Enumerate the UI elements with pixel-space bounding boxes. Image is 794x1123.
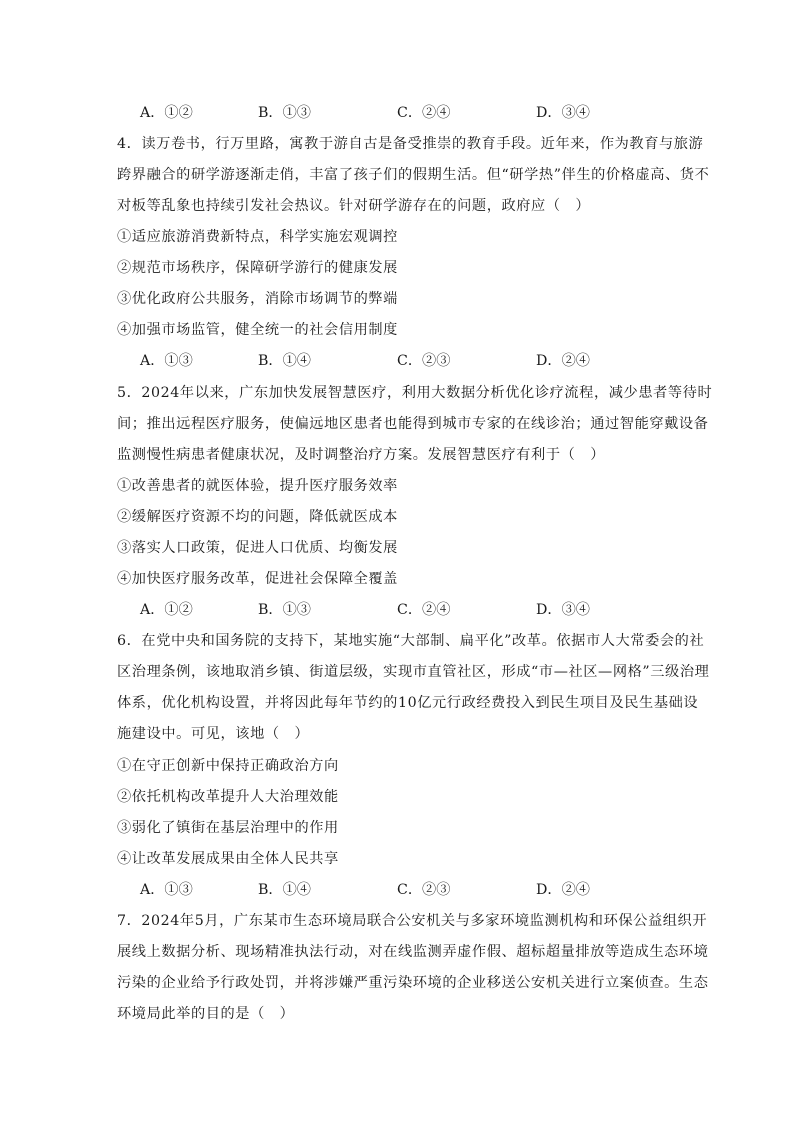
question-6-line: 区治理条例，该地取消乡镇、街道层级，实现市直管社区，形成“市—社区—网格”三级治理 xyxy=(117,664,710,680)
option-b: B．①④ xyxy=(258,882,311,898)
statement-line: ②依托机构改革提升人大治理效能 xyxy=(117,789,339,805)
question-5-line: 间；推出远程医疗服务，使偏远地区患者也能得到城市专家的在线诊治；通过智能穿戴设备 xyxy=(117,416,709,432)
statement-line: ③优化政府公共服务，消除市场调节的弊端 xyxy=(117,291,398,307)
option-c: C．②③ xyxy=(397,882,451,898)
question-7-line: 展线上数据分析、现场精准执法行动，对在线监测弄虚作假、超标超量排放等造成生态环境 xyxy=(117,944,709,960)
question-4-line: 对板等乱象也持续引发社会热议。针对研学游存在的问题，政府应（ ） xyxy=(117,198,591,214)
options-row-q3 xyxy=(140,103,660,123)
options-row-q6 xyxy=(140,880,660,900)
question-4-line: 跨界融合的研学游逐渐走俏，丰富了孩子们的假期生活。但“研学热”伴生的价格虚高、货不 xyxy=(117,167,710,183)
question-5-line: 监测慢性病患者健康状况，及时调整治疗方案。发展智慧医疗有利于（ ） xyxy=(117,447,605,463)
option-a: A．①② xyxy=(140,105,193,121)
option-b: B．①③ xyxy=(258,602,311,618)
statement-line: ④让改革发展成果由全体人民共享 xyxy=(117,851,339,867)
options-row-q4 xyxy=(140,351,660,371)
question-7-line: 污染的企业给予行政处罚，并将涉嫌严重污染环境的企业移送公安机关进行立案侦查。生态 xyxy=(117,975,709,991)
option-c: C．②④ xyxy=(397,105,451,121)
option-b: B．①④ xyxy=(258,353,311,369)
options-row-q5 xyxy=(140,600,660,620)
option-c: C．②④ xyxy=(397,602,451,618)
question-6-line: 体系，优化机构设置，并将因此每年节约的10亿元行政经费投入到民生项目及民生基础设 xyxy=(117,695,699,711)
option-b: B．①③ xyxy=(258,105,311,121)
question-7-line: 7．2024年5月，广东某市生态环境局联合公安机关与多家环境监测机构和环保公益组织开 xyxy=(117,913,708,929)
option-d: D．②④ xyxy=(536,882,590,898)
option-d: D．②④ xyxy=(536,353,590,369)
question-5-line: 5．2024年以来，广东加快发展智慧医疗，利用大数据分析优化诊疗流程，减少患者等待时 xyxy=(117,385,713,401)
statement-line: ④加强市场监管，健全统一的社会信用制度 xyxy=(117,322,398,338)
option-a: A．①② xyxy=(140,602,193,618)
statement-line: ①适应旅游消费新特点，科学实施宏观调控 xyxy=(117,229,398,245)
question-4-line: 4．读万卷书，行万里路，寓教于游自古是备受推崇的教育手段。近年来，作为教育与旅游 xyxy=(117,136,704,152)
option-d: D．③④ xyxy=(536,105,590,121)
question-6-line: 6．在党中央和国务院的支持下，某地实施“大部制、扁平化”改革。依据市人大常委会的社 xyxy=(117,633,705,649)
statement-line: ②缓解医疗资源不均的问题，降低就医成本 xyxy=(117,509,398,525)
statement-line: ④加快医疗服务改革，促进社会保障全覆盖 xyxy=(117,571,398,587)
statement-line: ③弱化了镇街在基层治理中的作用 xyxy=(117,820,339,836)
question-7-line: 环境局此举的目的是（ ） xyxy=(117,1006,295,1022)
question-6-line: 施建设中。可见，该地（ ） xyxy=(117,726,310,742)
option-d: D．③④ xyxy=(536,602,590,618)
option-c: C．②③ xyxy=(397,353,451,369)
statement-line: ③落实人口政策，促进人口优质、均衡发展 xyxy=(117,540,398,556)
option-a: A．①③ xyxy=(140,882,193,898)
statement-line: ①在守正创新中保持正确政治方向 xyxy=(117,758,339,774)
option-a: A．①③ xyxy=(140,353,193,369)
statement-line: ①改善患者的就医体验，提升医疗服务效率 xyxy=(117,478,398,494)
statement-line: ②规范市场秩序，保障研学游行的健康发展 xyxy=(117,260,398,276)
